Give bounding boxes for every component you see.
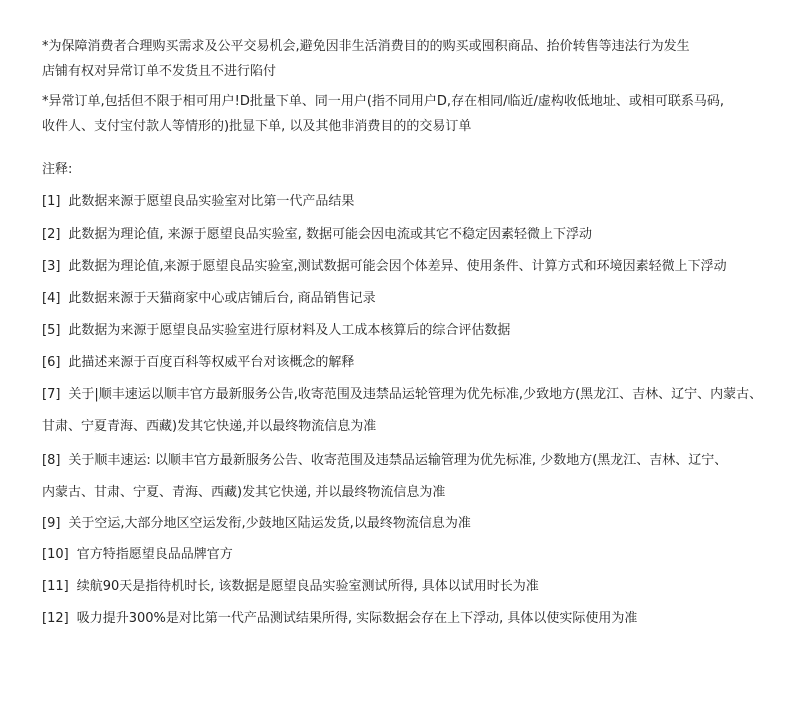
note-text: 关于|顺丰速运以顺丰官方最新服务公告,收寄范围及违禁品运轮管理为优先标准,少致地方(黑龙江、吉林、辽宁、内蒙古、 — [68, 387, 763, 402]
note-text: 此数据为理论值,来源于愿望良品实验室,测试数据可能会因个体差异、使用条件、计算方式和环境因素轻微上下浮动 — [68, 259, 727, 274]
disclaimer-line: 店铺有权对异常订单不发货且不进行陷付 — [42, 64, 277, 79]
note-continuation: 内蒙古、甘肃、宁夏、青海、西藏)发其它快递, 并以最终物流信息为准 — [42, 485, 446, 500]
note-text: 续航90天是指待机时长, 该数据是愿望良品实验室测试所得, 具体以试用时长为准 — [76, 579, 539, 594]
note-text: 此描述来源于百度百科等权威平台对该概念的解释 — [68, 355, 355, 370]
note-number: [9] — [42, 516, 61, 531]
note-item — [42, 193, 354, 211]
note-number: [5] — [42, 323, 61, 338]
note-number: [10] — [42, 547, 69, 562]
notes-heading: 注释: — [42, 162, 73, 177]
note-number: [12] — [42, 611, 69, 626]
note-text: 此数据来源于愿望良品实验室对比第一代产品结果 — [68, 194, 355, 209]
note-text: 关于空运,大部分地区空运发衔,少鼓地区陆运发货,以最终物流信息为准 — [68, 516, 471, 531]
note-item — [42, 515, 471, 533]
note-text: 此数据为来源于愿望良品实验室进行原材料及人工成本核算后的综合评估数据 — [68, 323, 511, 338]
note-item — [42, 610, 637, 628]
note-number: [1] — [42, 194, 61, 209]
note-item — [42, 386, 762, 404]
note-number: [7] — [42, 387, 61, 402]
abnormal-order-line: 收件人、支付宝付款人等情形的)批显下单, 以及其他非消费目的的交易订单 — [42, 119, 472, 134]
note-item — [42, 452, 727, 470]
disclaimer-line: *为保障消费者合理购买需求及公平交易机会,避免因非生活消费目的的购买或囤积商品、抬价转售等违法行为发生 — [42, 39, 690, 54]
note-number: [8] — [42, 453, 61, 468]
note-item — [42, 290, 376, 308]
note-item — [42, 354, 354, 372]
note-number: [11] — [42, 579, 69, 594]
note-item — [42, 258, 727, 276]
note-item — [42, 322, 510, 340]
note-text: 官方特指愿望良品品牌官方 — [76, 547, 233, 562]
note-item — [42, 546, 233, 564]
note-item — [42, 578, 539, 596]
note-number: [6] — [42, 355, 61, 370]
note-text: 此数据来源于天猫商家中心或店铺后台, 商品销售记录 — [68, 291, 376, 306]
note-text: 此数据为理论值, 来源于愿望良品实验室, 数据可能会因电流或其它不稳定因素轻微上下浮动 — [68, 227, 592, 242]
note-number: [2] — [42, 227, 61, 242]
note-text: 关于顺丰速运: 以顺丰官方最新服务公告、收寄范围及违禁品运输管理为优先标准, 少数地方(黑龙江、吉林、辽宁、 — [68, 453, 728, 468]
note-continuation: 甘肃、宁夏青海、西藏)发其它快递,并以最终物流信息为准 — [42, 419, 377, 434]
note-number: [4] — [42, 291, 61, 306]
abnormal-order-line: *异常订单,包括但不限于相可用户!D批量下单、同一用户(指不同用户D,存在相同/临近/虚构收低地址、或相可联系马码, — [42, 94, 724, 109]
note-number: [3] — [42, 259, 61, 274]
note-text: 吸力提升300%是对比第一代产品测试结果所得, 实际数据会存在上下浮动, 具体以使实际使用为准 — [76, 611, 638, 626]
note-item — [42, 226, 592, 244]
